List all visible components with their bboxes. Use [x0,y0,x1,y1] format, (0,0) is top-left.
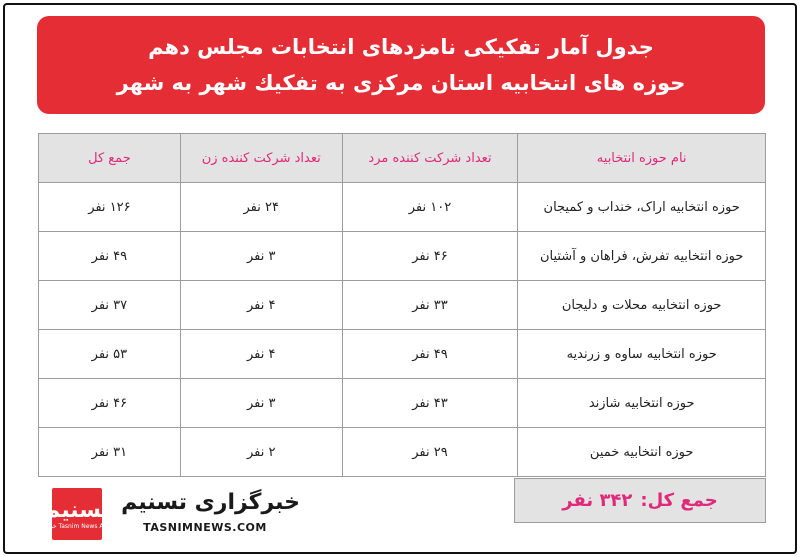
cell-male: ۴۹ نفر [342,330,518,379]
cell-male: ۳۳ نفر [342,281,518,330]
column-header-total: جمع کل [39,134,181,183]
logo-mark-caption: خبرگزاری Tasnim News Agency [32,522,122,530]
logo-brand-name: خبرگزاری تسنیم [121,490,300,515]
cell-total: ۱۲۶ نفر [39,183,181,232]
cell-male: ۱۰۲ نفر [342,183,518,232]
table-row [39,232,766,281]
table-row [39,379,766,428]
candidates-table [38,133,766,477]
table-row [39,330,766,379]
column-header-female: تعداد شرکت کننده زن [180,134,342,183]
table-row [39,428,766,477]
cell-district: حوزه انتخابیه شازند [518,379,766,428]
cell-female: ۳ نفر [180,232,342,281]
cell-total: ۴۹ نفر [39,232,181,281]
cell-district: حوزه انتخابیه اراک، خنداب و کمیجان [518,183,766,232]
table-row [39,281,766,330]
cell-male: ۴۳ نفر [342,379,518,428]
cell-female: ۲ نفر [180,428,342,477]
cell-male: ۲۹ نفر [342,428,518,477]
column-header-male: تعداد شرکت کننده مرد [342,134,518,183]
title-line-2: حوزه های انتخابیه استان مرکزی به تفکیك شهر به شهر [116,71,686,95]
logo-domain: TASNIMNEWS.COM [143,521,267,534]
cell-district: حوزه انتخابیه محلات و دلیجان [518,281,766,330]
cell-female: ۴ نفر [180,330,342,379]
table-header-row [39,134,766,183]
title-line-1: جدول آمار تفکیکی نامزدهای انتخابات مجلس دهم [148,35,654,59]
grand-total-value: ۳۴۲ نفر [562,490,633,511]
logo-mark-text: تسنیم [44,497,110,523]
table-row [39,183,766,232]
tasnim-mark-icon [32,488,122,540]
grand-total-label: جمع کل: [640,490,718,511]
tasnim-logo [32,488,302,540]
cell-total: ۵۳ نفر [39,330,181,379]
cell-district: حوزه انتخابیه خمین [518,428,766,477]
cell-total: ۴۶ نفر [39,379,181,428]
cell-district: حوزه انتخابیه ساوه و زرندیه [518,330,766,379]
grand-total-box [514,478,766,523]
cell-female: ۴ نفر [180,281,342,330]
cell-total: ۳۷ نفر [39,281,181,330]
cell-total: ۳۱ نفر [39,428,181,477]
column-header-district: نام حوزه انتخابیه [518,134,766,183]
cell-district: حوزه انتخابیه تفرش، فراهان و آشتیان [518,232,766,281]
cell-female: ۲۴ نفر [180,183,342,232]
cell-female: ۳ نفر [180,379,342,428]
cell-male: ۴۶ نفر [342,232,518,281]
title-banner [37,16,765,114]
